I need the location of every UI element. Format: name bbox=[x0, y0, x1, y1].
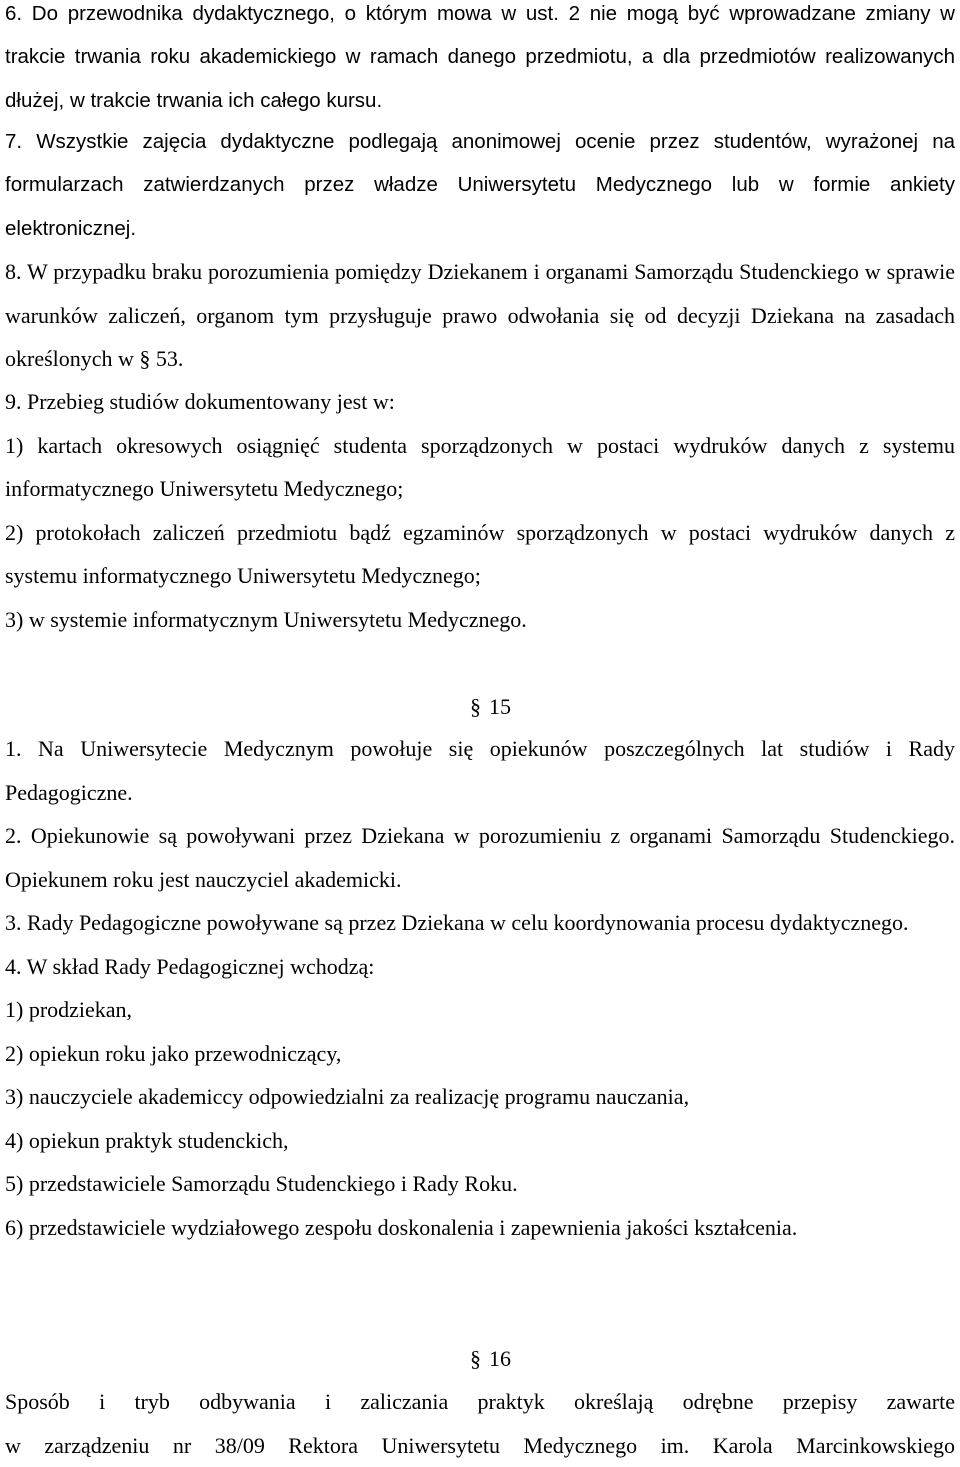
list-item: 1) prodziekan, bbox=[5, 988, 955, 1032]
section-15-paragraph-3 bbox=[5, 901, 955, 945]
paragraph-8 bbox=[5, 250, 955, 381]
paragraph-9 bbox=[5, 380, 955, 641]
paragraph-9-item-1 bbox=[5, 424, 955, 511]
paragraph-7-text: 7. Wszystkie zajęcia dydaktyczne podlegają anonimowej ocenie przez studentów, wyrażonej na formularzach zatwierdzanych przez władze Uniwersytetu Medycznego lub w formie ankiety elektronicznej. bbox=[5, 130, 955, 240]
section-symbol: § bbox=[470, 694, 481, 719]
section-symbol: § bbox=[470, 1346, 481, 1371]
section-number: 16 bbox=[489, 1346, 511, 1371]
section-15-paragraph-1 bbox=[5, 727, 955, 814]
section-16-line-1: Sposób i tryb odbywania i zaliczania praktyk określają odrębne przepisy zawarte bbox=[5, 1380, 955, 1424]
section-number: 15 bbox=[489, 694, 511, 719]
paragraph-9-item-3: 3) w systemie informatycznym Uniwersytetu Medycznego. bbox=[5, 598, 955, 642]
section-15-paragraph-3-text: 3. Rady Pedagogiczne powoływane są przez Dziekana w celu koordynowania procesu dydaktycznego. bbox=[5, 910, 909, 935]
section-15-paragraph-2-text: 2. Opiekunowie są powoływani przez Dziekana w porozumieniu z organami Samorządu Studenckiego. Opiekunem roku jest nauczyciel akademicki. bbox=[5, 823, 955, 892]
list-item: 5) przedstawiciele Samorządu Studenckiego i Rady Roku. bbox=[5, 1162, 955, 1206]
section-15-paragraph-2 bbox=[5, 814, 955, 901]
section-16-line-2: w zarządzeniu nr 38/09 Rektora Uniwersytetu Medycznego im. Karola Marcinkowskiego bbox=[5, 1424, 955, 1467]
paragraph-6-text: 6. Do przewodnika dydaktycznego, o którym mowa w ust. 2 nie mogą być wprowadzane zmiany w trakcie trwania roku akademickiego w ramach danego przedmiotu, a dla przedmiotów realizowanych dłużej, w trakcie trwania ich całego kursu. bbox=[5, 2, 955, 112]
paragraph-9-item-2 bbox=[5, 511, 955, 598]
section-16-heading bbox=[470, 1344, 511, 1374]
paragraph-9-intro: 9. Przebieg studiów dokumentowany jest w: bbox=[5, 380, 955, 424]
paragraph-9-item-1-text: 1) kartach okresowych osiągnięć studenta sporządzonych w postaci wydruków danych z systemu informatycznego Uniwersytetu Medycznego; bbox=[5, 433, 955, 502]
section-15-paragraph-4-intro: 4. W skład Rady Pedagogicznej wchodzą: bbox=[5, 945, 955, 989]
section-15-body bbox=[5, 727, 955, 1249]
section-16-body bbox=[5, 1380, 955, 1467]
list-item: 4) opiekun praktyk studenckich, bbox=[5, 1119, 955, 1163]
section-15-paragraph-1-text: 1. Na Uniwersytecie Medycznym powołuje się opiekunów poszczególnych lat studiów i Rady Pedagogiczne. bbox=[5, 736, 955, 805]
paragraph-7 bbox=[5, 120, 955, 250]
list-item: 2) opiekun roku jako przewodniczący, bbox=[5, 1032, 955, 1076]
section-15-heading bbox=[470, 692, 511, 722]
paragraph-6 bbox=[5, 0, 955, 122]
paragraph-9-item-2-text: 2) protokołach zaliczeń przedmiotu bądź egzaminów sporządzonych w postaci wydruków danych z systemu informatycznego Uniwersytetu Medycznego; bbox=[5, 520, 955, 589]
list-item: 3) nauczyciele akademiccy odpowiedzialni za realizację programu nauczania, bbox=[5, 1075, 955, 1119]
list-item: 6) przedstawiciele wydziałowego zespołu doskonalenia i zapewnienia jakości kształcenia. bbox=[5, 1206, 955, 1250]
paragraph-8-text: 8. W przypadku braku porozumienia pomiędzy Dziekanem i organami Samorządu Studenckiego w sprawie warunków zaliczeń, organom tym przysługuje prawo odwołania się od decyzji Dziekana na zasadach określonych w § 53. bbox=[5, 259, 955, 371]
